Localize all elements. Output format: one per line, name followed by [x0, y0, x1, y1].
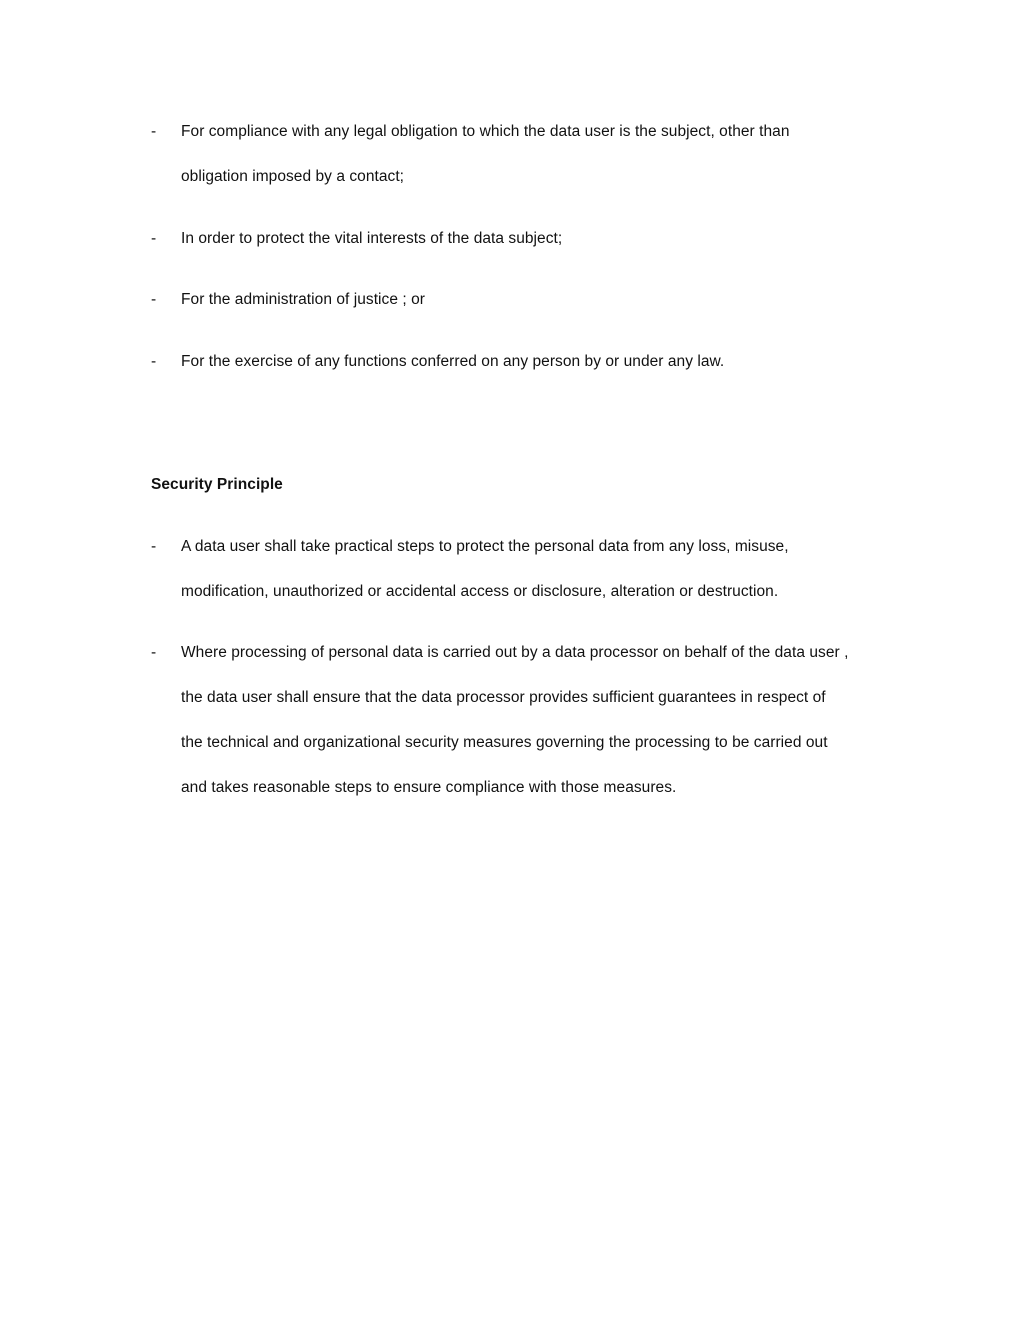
list-item-text-line: obligation imposed by a contact;	[181, 168, 405, 185]
list-item-text-line: modification, unauthorized or accidental access or disclosure, alteration or destruction.	[181, 583, 779, 600]
list-item-text-line: A data user shall take practical steps to protect the personal data from any loss, misuse,	[181, 538, 789, 555]
list-item-text-line: the data user shall ensure that the data processor provides sufficient guarantees in respect of	[181, 689, 826, 706]
list-item-text-line: and takes reasonable steps to ensure compliance with those measures.	[181, 779, 677, 796]
list-bullet: -	[151, 230, 157, 247]
list-bullet: -	[151, 353, 157, 370]
list-item-text-line: Where processing of personal data is carried out by a data processor on behalf of the data user ,	[181, 644, 849, 661]
list-bullet: -	[151, 644, 157, 661]
section-heading: Security Principle	[151, 476, 283, 493]
list-bullet: -	[151, 123, 157, 140]
list-item-text-line: For the exercise of any functions conferred on any person by or under any law.	[181, 353, 725, 370]
list-bullet: -	[151, 538, 157, 555]
list-item-text-line: the technical and organizational security measures governing the processing to be carried out	[181, 734, 828, 751]
list-bullet: -	[151, 291, 157, 308]
list-item-text-line: In order to protect the vital interests of the data subject;	[181, 230, 563, 247]
list-item-text-line: For the administration of justice ; or	[181, 291, 425, 308]
list-item-text-line: For compliance with any legal obligation to which the data user is the subject, other than	[181, 123, 790, 140]
